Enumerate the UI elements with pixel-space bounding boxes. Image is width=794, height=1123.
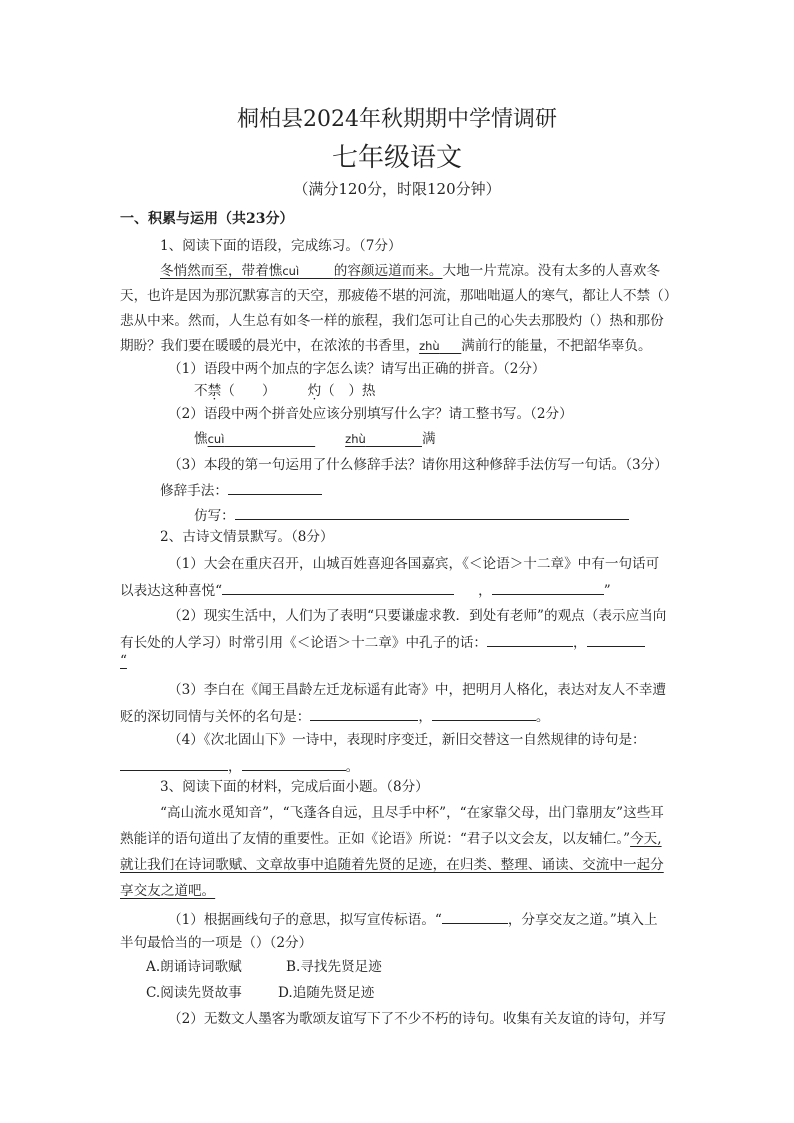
q1-passage-line4 <box>120 337 652 356</box>
exam-title: 桐柏县2024年秋期期中学情调研 <box>237 107 557 132</box>
q2-s4-line2 <box>120 756 359 777</box>
passage-line4-a: 期盼？我们要在暖暖的晨光中，在浓浓的书香里， <box>120 338 420 354</box>
sub2-b-blank[interactable] <box>366 431 422 447</box>
s3-period: 。 <box>535 709 550 725</box>
imitate-blank[interactable] <box>235 505 629 520</box>
s3-comma: ， <box>418 709 432 725</box>
s3-blank-1[interactable] <box>310 706 418 721</box>
q3-sub1-a: （1）根据画线句子的意思，拟写宣传标语。“ <box>168 912 442 928</box>
q2-s1-line2 <box>120 580 611 601</box>
s2-open-quote: “ <box>120 653 127 669</box>
underlined-sentence-a: 今天, <box>630 831 662 847</box>
sub2-b-suffix: 满 <box>421 431 436 447</box>
s1-comma: ， <box>478 583 492 599</box>
q1-stem: 1、阅读下面的语段，完成练习。（7分） <box>160 238 402 254</box>
s1-blank-1[interactable] <box>222 580 454 595</box>
material-line2-a: 熟能详的语句道出了友情的重要性。正如《论语》所说：“君子以文会友，以友辅仁。” <box>120 831 631 847</box>
s4-period: 。 <box>345 759 360 775</box>
q2-s1-line1: （1）大会在重庆召开，山城百姓喜迎各国嘉宾，《＜论语＞十二章》中有一句话可 <box>168 556 660 572</box>
s2-comma: ， <box>573 635 587 651</box>
q3-material-line4: 享交友之道吧。 <box>120 883 216 899</box>
passage-line4-b: 满前行的能量，不把韶华辜负。 <box>461 338 652 354</box>
q2-s4-line1: （4）《次北固山下》一诗中，表现时序变迁，新旧交替这一自然规律的诗句是： <box>168 732 646 748</box>
score-time-note: （满分120分，时限120分钟） <box>293 180 501 198</box>
slogan-blank[interactable] <box>442 909 508 924</box>
sub2-a-prefix: 憔 <box>194 431 208 447</box>
q2-s3-line2 <box>120 706 550 727</box>
q2-s2-line3 <box>120 652 127 671</box>
passage-rest: 大地一片荒凉。没有太多的人喜欢冬 <box>442 263 660 279</box>
s1-prefix: 以表达这种喜悦“ <box>120 583 223 599</box>
option-d[interactable]: D.追随先贤足迹 <box>278 985 375 1001</box>
sub2-a-pinyin: cuì <box>207 432 225 446</box>
sub2-b-pinyin: zhù <box>345 432 366 446</box>
s1-blank-2[interactable] <box>492 580 604 595</box>
s3-blank-2[interactable] <box>432 706 536 721</box>
sub1-a-answer-blank[interactable]: （ ） <box>221 383 276 399</box>
dotted-char-zhuo: 灼 <box>307 383 322 399</box>
q3-material-line3: 就让我们在诗词歌赋、文章故事中追随着先贤的足迹，在归类、整理、诵读、交流中一起分 <box>120 857 664 873</box>
q1-sub2-answers <box>194 430 436 449</box>
section-heading: 一、积累与运用（共23分） <box>120 211 294 227</box>
rhetoric-answer-row <box>160 480 322 501</box>
sub1-b-answer-blank[interactable]: （ ）热 <box>321 383 376 399</box>
s2-blank-2[interactable] <box>587 632 645 647</box>
q2-stem: 2、古诗文情景默写。（8分） <box>160 529 334 545</box>
q3-material-line2 <box>120 830 662 849</box>
q1-sub3: （3）本段的第一句运用了什么修辞手法？请你用这种修辞手法仿写一句话。（3分） <box>168 457 668 473</box>
q2-s2-line2 <box>120 632 645 653</box>
q3-sub2: （2）无数文人墨客为歌颂友谊写下了不少不朽的诗句。收集有关友谊的诗句，并写 <box>168 1011 667 1027</box>
imitate-answer-row <box>194 505 629 526</box>
s4-blank-1[interactable] <box>120 756 228 771</box>
underlined-sentence-start: 冬悄然而至，带着憔 <box>160 263 283 279</box>
sub1-a-prefix: 不 <box>194 383 208 399</box>
q1-sub2: （2）语段中两个拼音处应该分别填写什么字？请工整书写。（2分） <box>168 406 573 422</box>
q1-sub1: （1）语段中两个加点的字怎么读？请写出正确的拼音。（2分） <box>168 361 546 377</box>
option-b[interactable]: B.寻找先贤足迹 <box>286 959 382 975</box>
rhetoric-blank[interactable] <box>228 480 322 495</box>
q1-passage-line1 <box>160 262 660 281</box>
option-c[interactable]: C.阅读先贤故事 <box>146 985 242 1001</box>
option-a[interactable]: A.朗诵诗词歌赋 <box>146 959 242 975</box>
q1-sub1-answers <box>194 382 376 401</box>
dotted-char-jin: 禁 <box>207 383 222 399</box>
pinyin-gap <box>440 338 462 354</box>
s1-close-quote: ” <box>603 583 611 599</box>
underlined-sentence-end: 的容颜远道而来。 <box>333 263 443 279</box>
q1-passage-line2: 天，也许是因为那沉默寡言的天空，那疲倦不堪的河流，那咄咄逼人的寒气，都让人不禁（） <box>120 288 678 304</box>
q1-passage-line3: 悲从中来。然而，人生总有如冬一样的旅程，我们怎可让自己的心失去那股灼（）热和那份 <box>120 313 664 329</box>
q2-s3-line1: （3）李白在《闻王昌龄左迁龙标遥有此寄》中，把明月人格化，表达对友人不幸遭 <box>168 682 667 698</box>
imitate-label: 仿写： <box>194 508 235 524</box>
q3-stem: 3、阅读下面的材料，完成后面小题。（8分） <box>160 779 429 795</box>
q2-s2-line1: （2）现实生活中，人们为了表明“只要谦虚求教．到处有老师”的观点（表示应当向 <box>168 608 667 624</box>
pinyin-zhu: zhù <box>419 339 440 353</box>
rhetoric-label: 修辞手法： <box>160 483 228 499</box>
s3-prefix: 贬的深切同情与关怀的名句是： <box>120 709 311 725</box>
underlined-gap <box>299 263 334 279</box>
s4-blank-2[interactable] <box>242 756 346 771</box>
q3-sub1-b: ，分享交友之道。”填入上 <box>507 912 658 928</box>
s4-comma: ， <box>228 759 242 775</box>
sub2-a-blank[interactable] <box>224 431 315 447</box>
q3-sub1-line2: 半句最恰当的一项是（）（2分） <box>120 935 313 951</box>
pinyin-cui: cuì <box>282 264 300 278</box>
subject-title: 七年级语文 <box>331 143 462 173</box>
q3-material-line1: “高山流水觅知音”，“飞蓬各自远，且尽手中杯”，“在家靠父母，出门靠朋友”这些耳 <box>160 805 664 821</box>
s2-prefix: 有长处的人学习）时常引用《＜论语＞十二章》中孔子的话： <box>120 635 488 651</box>
q3-sub1-line1 <box>168 909 658 930</box>
s2-blank-1[interactable] <box>487 632 573 647</box>
